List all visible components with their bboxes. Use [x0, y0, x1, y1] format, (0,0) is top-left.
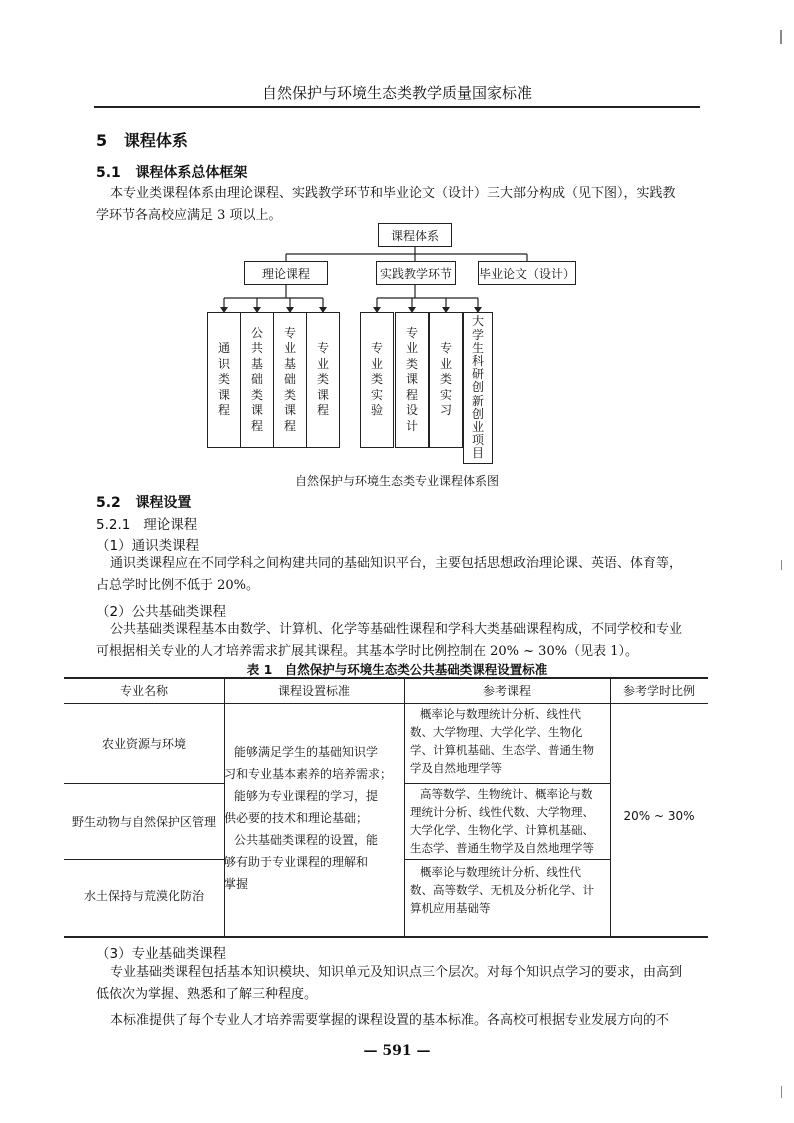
table-header-reference: 参考课程 — [482, 684, 531, 698]
subsection-number: 5.2 — [96, 495, 121, 511]
row-rule — [64, 859, 224, 860]
professional-basic-paragraph — [96, 962, 716, 1032]
reference-line: 概率论与数理统计分析、线性代 — [420, 707, 581, 721]
professional-basic-heading: （3）专业基础类课程 — [96, 946, 227, 962]
diagram-leaf-innovation — [463, 312, 493, 464]
paragraph-line: 专业基础类课程包括基本知识模块、知识单元及知识点三个层次。对每个知识点学习的要求，由高到 — [110, 965, 683, 980]
subsubsection-title: 理论课程 — [143, 517, 198, 533]
paragraph-line: 本标准提供了每个专业人才培养需要掌握的课程设置的基本标准。各高校可根据专业发展方向的不 — [110, 1013, 670, 1028]
section-title: 课程体系 — [123, 131, 188, 150]
reference-line: 学及自然地理学等 — [410, 761, 502, 775]
table-caption: 表 1 自然保护与环境生态类公共基础类课程设置标准 — [246, 662, 548, 677]
subsection-heading-5-2 — [96, 492, 191, 512]
leaf-label: 专业类实习 — [439, 341, 452, 418]
table-cell-major: 野生动物与自然保护区管理 — [71, 815, 216, 829]
standard-line: 能够为专业课程的学习，提 — [234, 789, 379, 803]
diagram-branch-theory: 理论课程 — [244, 261, 328, 285]
general-course-paragraph — [96, 553, 716, 597]
page-number: — 591 — — [363, 1043, 431, 1059]
diagram-leaf-internship — [429, 312, 463, 448]
leaf-label: 通识类课程 — [217, 341, 230, 418]
section-number: 5 — [96, 131, 108, 150]
table-cell-major: 农业资源与环境 — [101, 737, 186, 751]
row-rule — [404, 783, 610, 784]
figure-caption: 自然保护与环境生态类专业课程体系图 — [294, 474, 499, 488]
scan-mark — [780, 30, 782, 44]
leaf-label: 公共基础类课程 — [250, 325, 263, 433]
scan-mark — [781, 560, 782, 570]
leaf-label: 专业类课程 — [316, 341, 329, 418]
subsection-title: 课程体系总体框架 — [135, 165, 248, 181]
paragraph-5-1 — [96, 183, 716, 227]
reference-line: 概率论与数理统计分析、线性代 — [420, 865, 581, 879]
diagram-leaf-course-design — [395, 312, 429, 448]
subsection-heading-5-1 — [96, 162, 247, 182]
standard-line: 够有助于专业课程的理解和 — [224, 855, 369, 869]
row-rule — [404, 859, 610, 860]
course-standard-table — [64, 677, 708, 937]
col-rule — [404, 677, 405, 937]
standard-line: 能够满足学生的基础知识学 — [234, 745, 379, 759]
paragraph-line: 通识类课程应在不同学科之间构建共同的基础知识平台，主要包括思想政治理论课、英语、体育等， — [110, 556, 683, 571]
diagram-leaf-public — [240, 312, 274, 448]
header-rule — [94, 106, 700, 108]
table-top-rule — [64, 677, 708, 679]
table-cell-standard — [224, 741, 396, 895]
public-course-heading: （2）公共基础类课程 — [96, 604, 227, 620]
reference-line: 数、大学物理、大学化学、生物化 — [410, 725, 583, 739]
diagram-branch-practice: 实践教学环节 — [376, 261, 456, 285]
table-cell-reference — [410, 705, 608, 777]
table-cell-ratio: 20% ~ 30% — [623, 809, 695, 823]
col-rule — [610, 677, 611, 937]
diagram-leaf-professional — [306, 312, 340, 448]
reference-line: 数、高等数学、无机及分析化学、计 — [410, 883, 594, 897]
section-heading — [96, 128, 188, 151]
diagram-root-box: 课程体系 — [378, 223, 452, 247]
table-header-major: 专业名称 — [119, 684, 168, 698]
public-course-paragraph — [96, 619, 716, 663]
table-header-standard: 课程设置标准 — [277, 684, 350, 698]
row-rule — [64, 783, 224, 784]
leaf-label: 大学生科研创新创业项目 — [471, 314, 484, 461]
table-cell-major: 水土保持与荒漠化防治 — [83, 889, 204, 903]
standard-line: 供必要的技术和理论基础； — [224, 811, 369, 825]
table-bottom-rule — [64, 936, 708, 938]
leaf-label: 专业基础类课程 — [283, 325, 296, 433]
table-cell-reference — [410, 785, 608, 857]
subsubsection-number: 5.2.1 — [96, 517, 131, 533]
table-header-ratio: 参考学时比例 — [622, 684, 695, 698]
paragraph-line: 本专业类课程体系由理论课程、实践教学环节和毕业论文（设计）三大部分构成（见下图），实践教 — [110, 186, 676, 201]
diagram-branch-thesis: 毕业论文（设计） — [478, 261, 576, 285]
reference-line: 理统计分析、线性代数、大学物理、 — [410, 805, 594, 819]
table-cell-reference — [410, 863, 608, 917]
table-header-rule — [64, 703, 708, 704]
standard-line: 习和专业基本素养的培养需求； — [224, 767, 393, 781]
paragraph-line: 占总学时比例不低于 20%。 — [96, 578, 260, 593]
diagram-leaf-general — [207, 312, 241, 448]
paragraph-line: 可根据相关专业的人才培养需求扩展其课程。其基本学时比例控制在 20% ~ 30%（见表 1）。 — [96, 644, 638, 659]
reference-line: 学、计算机基础、生态学、普通生物 — [410, 743, 594, 757]
paragraph-line: 公共基础类课程基本由数学、计算机、化学等基础性课程和学科大类基础课程构成，不同学校和专业 — [110, 622, 683, 637]
scan-mark — [781, 1086, 782, 1098]
subsubsection-heading-5-2-1 — [96, 513, 197, 533]
running-header: 自然保护与环境生态类教学质量国家标准 — [261, 84, 532, 102]
diagram-leaf-experiment — [360, 312, 394, 448]
standard-line: 公共基础类课程的设置，能 — [234, 833, 379, 847]
subsection-title: 课程设置 — [135, 495, 192, 511]
standard-line: 掌握 — [224, 877, 249, 891]
leaf-label: 专业类课程设计 — [405, 325, 418, 433]
leaf-label: 专业类实验 — [370, 341, 383, 418]
reference-line: 高等数学、生物统计、概率论与数 — [420, 787, 593, 801]
reference-line: 算机应用基础等 — [410, 901, 491, 915]
reference-line: 生态学、普通生物学及自然地理学等 — [410, 841, 594, 855]
subsection-number: 5.1 — [96, 165, 121, 181]
reference-line: 大学化学、生物化学、计算机基础、 — [410, 823, 594, 837]
diagram-leaf-professional-basic — [273, 312, 307, 448]
paragraph-line: 学环节各高校应满足 3 项以上。 — [96, 208, 282, 223]
general-course-heading: （1）通识类课程 — [96, 538, 200, 554]
paragraph-line: 低依次为掌握、熟悉和了解三种程度。 — [96, 987, 318, 1002]
